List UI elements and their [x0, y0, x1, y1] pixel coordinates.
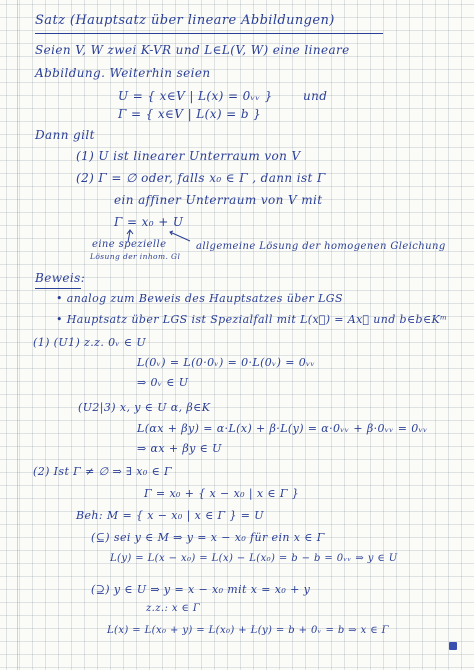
line-17: L(αx + βy) = α·L(x) + β·L(y) = α·0ᵥᵥ + β·0ᵥᵥ = 0ᵥᵥ	[137, 422, 428, 435]
line-21: Beh: M = { x − x₀ | x ∈ Γ } = U	[76, 509, 264, 522]
theorem-title: Satz (Hauptsatz über lineare Abbildungen)	[35, 13, 335, 28]
line-20: Γ = x₀ + { x − x₀ | x ∈ Γ }	[144, 487, 300, 500]
line-2: Abbildung. Weiterhin seien	[35, 66, 211, 80]
line-6: (1) U ist linearer Unterraum von V	[76, 149, 301, 163]
margin-line	[17, 0, 18, 670]
line-16: (U2|3) x, y ∈ U α, β∈K	[78, 401, 211, 414]
line-15: ⇒ 0ᵥ ∈ U	[137, 376, 189, 389]
line-3-set-u: U = { x∈V | L(x) = 0ᵥᵥ }	[118, 89, 273, 103]
proof-underline	[35, 288, 81, 289]
line-19: (2) Ist Γ ≠ ∅ ⇒ ∃ x₀ ∈ Γ	[33, 465, 173, 478]
line-14: L(0ᵥ) = L(0·0ᵥ) = 0·L(0ᵥ) = 0ᵥᵥ	[137, 356, 316, 369]
note-general-solution: allgemeine Lösung der homogenen Gleichung	[196, 241, 446, 252]
line-1: Seien V, W zwei K-VR und L∈L(V, W) eine lineare	[35, 43, 350, 57]
line-23: L(y) = L(x − x₀) = L(x) − L(x₀) = b − b = 0ᵥᵥ ⇒ y ∈ U	[110, 553, 398, 564]
line-24: (⊇) y ∈ U ⇒ y = x − x₀ mit x = x₀ + y	[91, 583, 311, 596]
line-3-und: und	[303, 89, 328, 103]
line-9: Γ = x₀ + U	[114, 215, 184, 229]
note-special-solution: eine spezielle	[92, 239, 167, 250]
note-inhom: Lösung der inhom. Gl	[90, 252, 181, 261]
line-13: (1) (U1) z.z. 0ᵥ ∈ U	[33, 336, 147, 349]
proof-heading: Beweis:	[35, 271, 86, 285]
line-26: L(x) = L(x₀ + y) = L(x₀) + L(y) = b + 0ᵥ = b ⇒ x ∈ Γ	[107, 625, 389, 636]
line-7: (2) Γ = ∅ oder, falls x₀ ∈ Γ , dann ist Γ	[76, 171, 326, 185]
title-underline	[35, 33, 383, 34]
page-corner-mark	[449, 642, 457, 650]
line-25: z.z.: x ∈ Γ	[146, 603, 201, 614]
line-4-set-gamma: Γ = { x∈V | L(x) = b }	[118, 107, 262, 121]
line-5: Dann gilt	[35, 128, 95, 142]
line-12: • Hauptsatz über LGS ist Spezialfall mit L(x⃗) = Ax⃗ und b∈b∈Kᵐ	[56, 313, 448, 326]
line-18: ⇒ αx + βy ∈ U	[137, 442, 222, 455]
line-8: ein affiner Unterraum von V mit	[114, 193, 323, 207]
line-22: (⊆) sei y ∈ M ⇒ y = x − x₀ für ein x ∈ Γ	[91, 531, 325, 544]
line-11: • analog zum Beweis des Hauptsatzes über LGS	[56, 292, 343, 305]
